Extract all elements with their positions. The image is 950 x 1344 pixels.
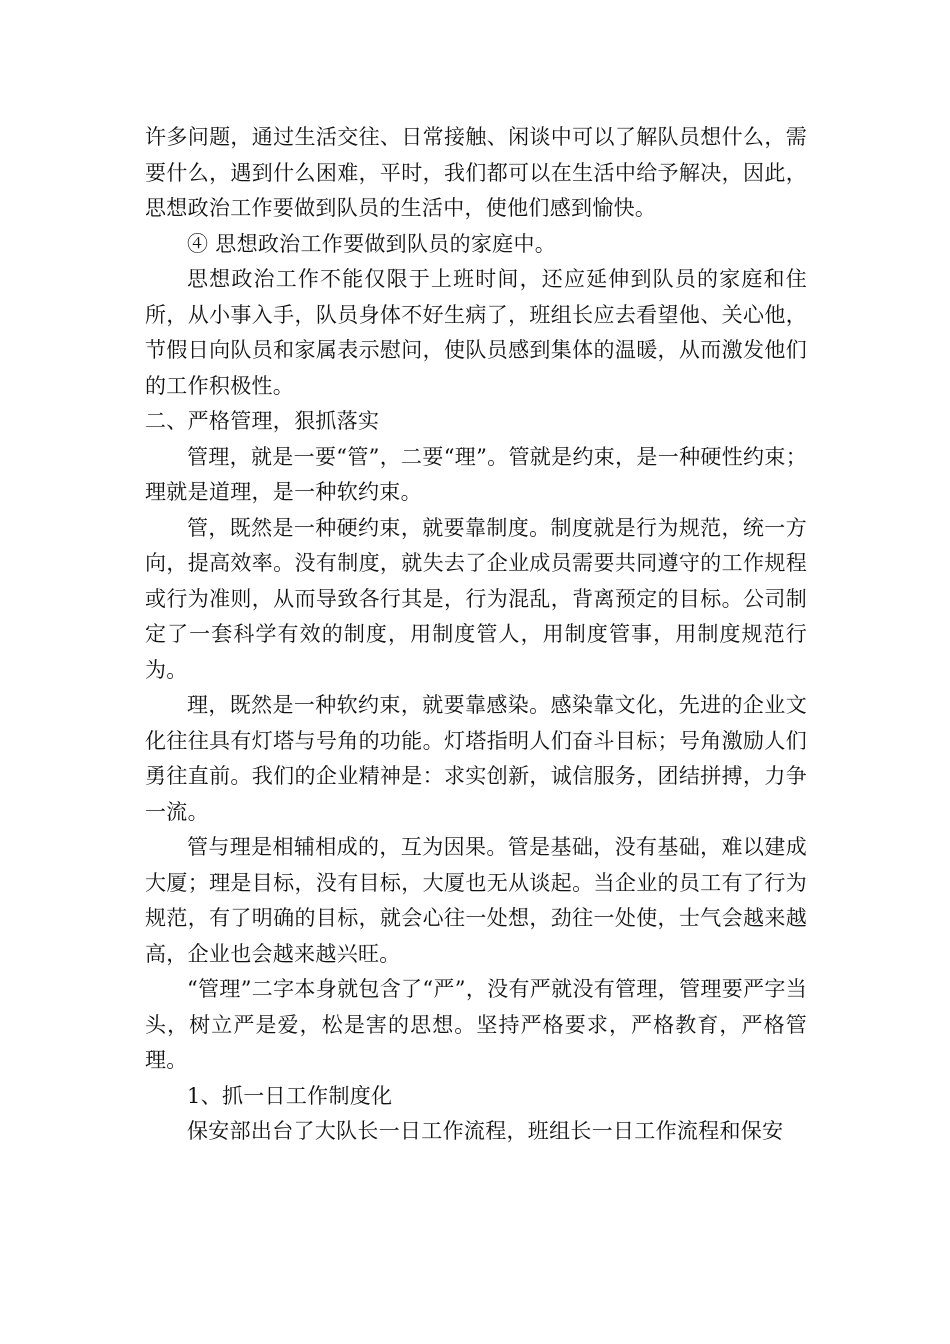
subsection-heading: 1、抓一日工作制度化 [187, 1083, 393, 1108]
paragraph-6: 管，既然是一种硬约束，就要靠制度。制度就是行为规范，统一方向，提高效率。没有制度，就失去了企业成员需要共同遵守的工作规程或行为准则，从而导致各行其是，行为混乱，背离预定的目标。公司制定了一套科学有效的制度，用制度管人，用制度管事，用制度规范行为。 [145, 515, 807, 682]
paragraph-7: 理，既然是一种软约束，就要靠感染。感染靠文化，先进的企业文化往往具有灯塔与号角的功能。灯塔指明人们奋斗目标；号角激励人们勇往直前。我们的企业精神是：求实创新，诚信服务，团结拼搏，力争一流。 [145, 693, 807, 824]
paragraph-11: 保安部出台了大队长一日工作流程，班组长一日工作流程和保安 [187, 1119, 784, 1143]
paragraph-1: 许多问题，通过生活交往、日常接触、闲谈中可以了解队员想什么，需要什么，遇到什么困难，平时，我们都可以在生活中给予解决，因此，思想政治工作要做到队员的生活中，使他们感到愉快。 [145, 125, 807, 220]
paragraph-5: 管理，就是一要“管”，二要“理”。管就是约束，是一种硬性约束；理就是道理，是一种软约束。 [145, 444, 807, 504]
section-heading: 二、严格管理，狠抓落实 [145, 409, 380, 433]
document-body [145, 120, 807, 1150]
paragraph-8: 管与理是相辅相成的，互为因果。管是基础，没有基础，难以建成大厦；理是目标，没有目标，大厦也无从谈起。当企业的员工有了行为规范，有了明确的目标，就会心往一处想，劲往一处使，士气会越来越高，企业也会越来越兴旺。 [145, 835, 807, 966]
paragraph-3: 思想政治工作不能仅限于上班时间，还应延伸到队员的家庭和住所，从小事入手，队员身体不好生病了，班组长应去看望他、关心他，节假日向队员和家属表示慰问，使队员感到集体的温暖，从而激发他们的工作积极性。 [145, 267, 807, 398]
paragraph-9: “管理”二字本身就包含了“严”，没有严就没有管理，管理要严字当头，树立严是爱，松是害的思想。坚持严格要求，严格教育，严格管理。 [145, 977, 807, 1072]
paragraph-2: ④ 思想政治工作要做到队员的家庭中。 [187, 231, 557, 256]
